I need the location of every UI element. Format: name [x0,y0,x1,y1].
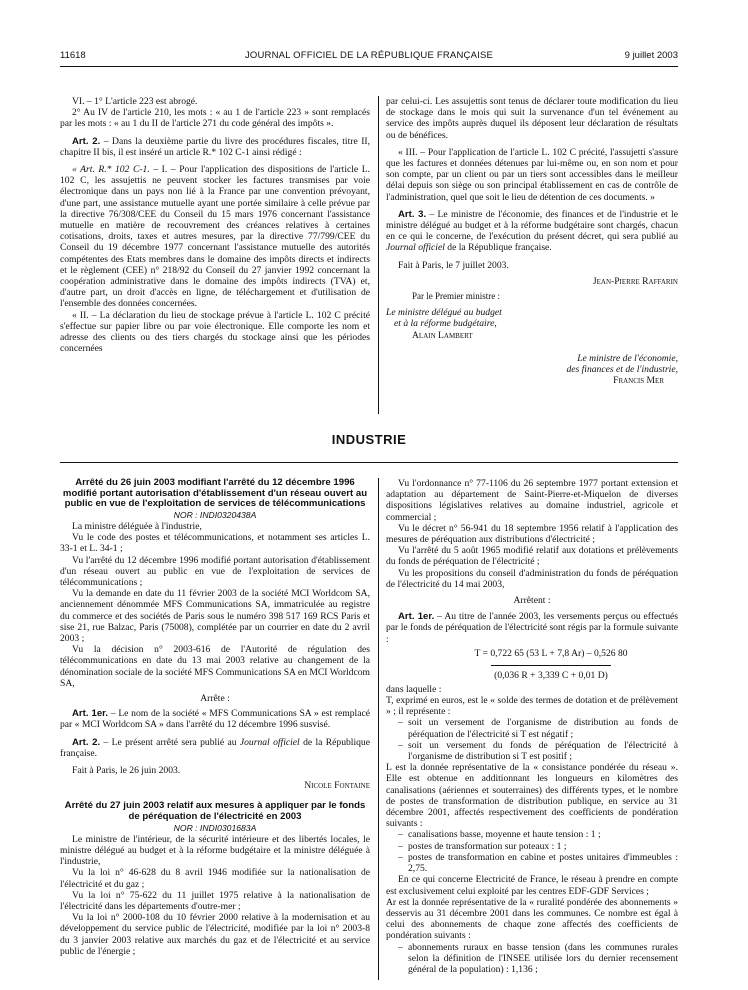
arrete-title: Arrêté du 26 juin 2003 modifiant l'arrêté du 12 décembre 1996 modifié portant autorisation d'établissement d'un réseau ouvert au public en vue de l'exploitation de services de télécommunications [62,478,368,510]
list-item: – abonnements ruraux en basse tension (dans les communes rurales selon la définition de l'INSEE utilisée lors du dernier recensement général de la population) : 1,136 ; [398,942,678,976]
article-label: « Art. R.* 102 C-1. [72,164,150,176]
article-2 [60,737,370,759]
article-text: de la République française. [444,242,552,254]
paragraph: L est la donnée représentative de la « consistance pondérée du réseau ». Elle est obtenue en additionnant les longueurs en kilomètres des canalisations (aériennes et souterraines) des différents types, et le nombre de postes de transformation de distribution publique, en service au 31 décembre 2001, affectés respectivement des coefficients de pondération suivants : [386,762,678,830]
minister-title: Le ministre de l'économie, [577,352,678,364]
l-coefficient-list [386,829,678,874]
fraction-bar [491,665,611,666]
bottom-right-column [386,478,678,980]
column-divider [378,96,379,414]
minister-title: et à la réforme budgétaire, [394,318,497,330]
article-text: – Au titre de l'année 2003, les versements perçus ou effectués par le fonds de péréquation de l'électricité sont régis par la formule suivante : [386,611,678,645]
article-text: – Dans la deuxième partie du livre des procédures fiscales, titre II, chapitre II bis, il est inséré un article R.* 102 C-1 ainsi rédigé : [60,135,370,158]
minister-title: des finances et de l'industrie, [566,364,678,376]
signing-place-date: Fait à Paris, le 26 juin 2003. [72,765,181,777]
paragraph: La ministre déléguée à l'industrie, [72,520,202,532]
paragraph: Vu la décision n° 2003-616 de l'Autorité de régulation des télécommunications en date du 13 mai 2003 relative au changement de la dénomination sociale de la société MFS Communications SA en MCI Worldcom SA, [60,644,370,689]
paragraph: Vu l'arrêté du 12 décembre 1996 modifié portant autorisation d'établissement d'un réseau ouvert au public en vue de l'exploitation de services de télécommunications ; [60,554,370,588]
article-label: Art. 2. [72,736,101,748]
article-text: de la République française. [60,736,370,759]
ar-coefficient-list [386,942,678,976]
list-item: – soit un versement de l'organisme de distribution au fonds de péréquation de l'électricité si T est négatif ; [398,717,678,739]
journal-title: JOURNAL OFFICIEL DE LA RÉPUBLIQUE FRANÇAISE [244,50,494,61]
signatory: Alain Lambert [412,329,473,341]
journal-name: Journal officiel [386,242,445,254]
article-label: Art. 1er. [72,708,109,720]
page-number: 11618 [60,50,86,61]
formula-denominator: (0,036 R + 3,339 C + 0,01 D) [494,669,608,681]
signatory: Jean-Pierre Raffarin [592,275,678,287]
section-title: INDUSTRIE [331,432,407,447]
article-2 [60,136,370,158]
paragraph: Ar est la donnée représentative de la « ruralité pondérée des abonnements » desservis au 31 décembre 2001 dans les communes. Ce nombre est égal à celui des abonnements de chaque zone affectés des coefficients de pondération suivants : [386,896,678,942]
paragraph: Vu l'arrêté du 5 août 1965 modifié relatif aux dotations et prélèvements du fonds de péréquation de l'électricité ; [386,545,678,568]
paragraph: 2° Au IV de l'article 210, les mots : « au 1 de l'article 223 » sont remplacés par les mots : « au 1 du II de l'article 271 du code général des impôts ». [60,107,370,130]
article-label: Art. 2. [72,135,101,147]
top-left-column [60,96,370,414]
article-1 [60,708,370,730]
article-1 [386,611,678,645]
paragraph: Vu le décret n° 56-941 du 18 septembre 1956 relatif à l'application des mesures de péréquation aux distributions d'électricité ; [386,522,678,546]
minister-title: Le ministre délégué au budget [386,307,502,319]
paragraph: Vu la demande en date du 11 février 2003 de la société MCI Worldcom SA, anciennement dénommée MFS Communications SA, immatriculée au registre du commerce et des sociétés de Paris sous le numéro 398 517 169 RCS Paris et sise 21, rue Balzac, Paris (75008), complétée par un courrier en date du 2 avril 2003 ; [60,588,370,645]
article-label: Art. 3. [398,208,427,220]
list-item: – postes de transformation sur poteaux : 1 ; [398,841,678,852]
arretent-keyword: Arrêtent : [513,595,551,607]
bottom-left-column [60,478,370,980]
arrete-title: Arrêté du 27 juin 2003 relatif aux mesures à appliquer par le fonds de péréquation de l'électricité en 2003 [64,800,366,823]
article-text: – Le présent arrêté sera publié au [100,736,240,748]
nor-reference: NOR : INDI0320438A [173,509,257,520]
signatory: Nicole Fontaine [304,780,370,792]
journal-name: Journal officiel [239,736,300,748]
arrete-keyword: Arrête : [200,693,230,705]
signing-place-date: Fait à Paris, le 7 juillet 2003. [398,259,509,271]
paragraph: T, exprimé en euros, est le « solde des termes de dotation et de prélèvement » ; il représente : [386,695,678,718]
list-item: – canalisations basse, moyenne et haute tension : 1 ; [398,829,678,840]
top-right-column [386,96,678,414]
page-header [60,50,678,66]
list-item: – postes de transformation en cabine et postes unitaires d'immeubles : 2,75. [398,852,678,874]
paragraph: par celui-ci. Les assujettis sont tenus de déclarer toute modification du lieu de stockage dans le mois qui suit la survenance d'un tel événement au service des impôts auprès duquel ils déposent leur déclaration de résultats ou de bénéfices. [386,96,678,141]
nor-reference: NOR : INDI0301683A [173,822,257,833]
article-r102c1 [60,164,370,310]
article-text: – Le ministre de l'économie, des finances et de l'industrie et le ministre délégué au budget et à la réforme budgétaire sont chargés, chacun en ce qui le concerne, de l'exécution du présent décret, qui sera publié au [386,208,678,243]
paragraph: Vu la loi n° 2000-108 du 10 février 2000 relative à la modernisation et au développement du service public de l'électricité, modifiée par la loi n° 2003-8 du 3 janvier 2003 relative aux marchés du gaz et de l'électricité et au service public de l'énergie ; [60,912,370,957]
header-rule [60,66,678,67]
paragraph: VI. – 1° L'article 223 est abrogé. [72,96,198,107]
paragraph: En ce qui concerne Electricité de France, le réseau à prendre en compte est exclusivement celui exploité par les centres EDF-GDF Services ; [386,874,678,897]
paragraph: dans laquelle : [386,683,442,695]
paragraph: Vu la loi n° 46-628 du 8 avril 1946 modifiée sur la nationalisation de l'électricité et du gaz ; [60,867,370,890]
article-3 [386,209,678,254]
paragraph: Vu l'ordonnance n° 77-1106 du 26 septembre 1977 portant extension et adaptation au département de Saint-Pierre-et-Miquelon de diverses dispositions législatives relatives au domaine industriel, agricole et commercial ; [386,478,678,523]
article-text: – I. – Pour l'application des dispositions de l'article L. 102 C, les assujettis ne peuvent stocker les factures transmises par voie électronique dans un pays non lié à la France par une convention prévoyant, d'une part, une assistance mutuelle ayant une portée similaire à celle prévue par la directive 76/308/CEE du Conseil du 15 mars 1976 concernant l'assistance mutuelle en matière de recouvrement des créances relatives à certaines cotisations, droits, taxes et autres mesures, par la directive 77/799/CEE du Conseil du 19 décembre 1977 concernant l'assistance mutuelle des autorités compétentes des Etats membres dans le domaine des impôts directs et indirects et le règlement (CEE) n° 218/92 du Conseil du 27 janvier 1992 concernant la coopération administrative dans le domaine des impôts indirects (TVA) et, d'autre part, un droit d'accès en ligne, de téléchargement et d'utilisation de l'ensemble des données concernées. [60,164,370,310]
section-rule [60,462,678,463]
t-definition-list [386,717,678,762]
article-text: – Le nom de la société « MFS Communications SA » est remplacé par « MCI Worldcom SA » dans l'arrêté du 12 décembre 1996 susvisé. [60,708,370,731]
paragraph: Le ministre de l'intérieur, de la sécurité intérieure et des libertés locales, le ministre délégué au budget et à la réforme budgétaire et la ministre déléguée à l'industrie, [60,833,370,868]
paragraph: Vu le code des postes et télécommunications, et notamment ses articles L. 33-1 et L. 34-1 ; [60,532,370,555]
column-divider [378,478,379,980]
equalization-formula [424,648,678,681]
paragraph: « III. – Pour l'application de l'article L. 102 C précité, l'assujetti s'assure que les factures et données détenues par lui-même ou, en son nom et pour son compte, par un client ou par un tiers sont accessibles dans le meilleur délai depuis son siège ou son principal établissement en cas de contrôle de l'administration, quel que soit le lieu de détention de ces documents. » [386,146,678,203]
paragraph: Vu les propositions du conseil d'administration du fonds de péréquation de l'électricité du 14 mai 2003, [386,567,678,590]
paragraph: Vu la loi n° 75-622 du 11 juillet 1975 relative à la nationalisation de l'électricité dans les départements d'outre-mer ; [60,889,370,913]
article-label: Art. 1er. [398,611,435,623]
page-date: 9 juillet 2003 [624,50,678,61]
by-prime-minister: Par le Premier ministre : [412,291,500,302]
signatory: Francis Mer [613,375,664,387]
paragraph: « II. – La déclaration du lieu de stockage prévue à l'article L. 102 C précité s'effectue sur papier libre ou par voie électronique. Elle comporte les nom et adresse des clients ou des tiers chargés du stockage ainsi que les périodes concernées [60,309,370,355]
list-item: – soit un versement du fonds de péréquation de l'électricité à l'organisme de distribution si T est positif ; [398,740,678,762]
formula-numerator: T = 0,722 65 (53 L + 7,8 Ar) – 0,526 80 [474,647,628,659]
